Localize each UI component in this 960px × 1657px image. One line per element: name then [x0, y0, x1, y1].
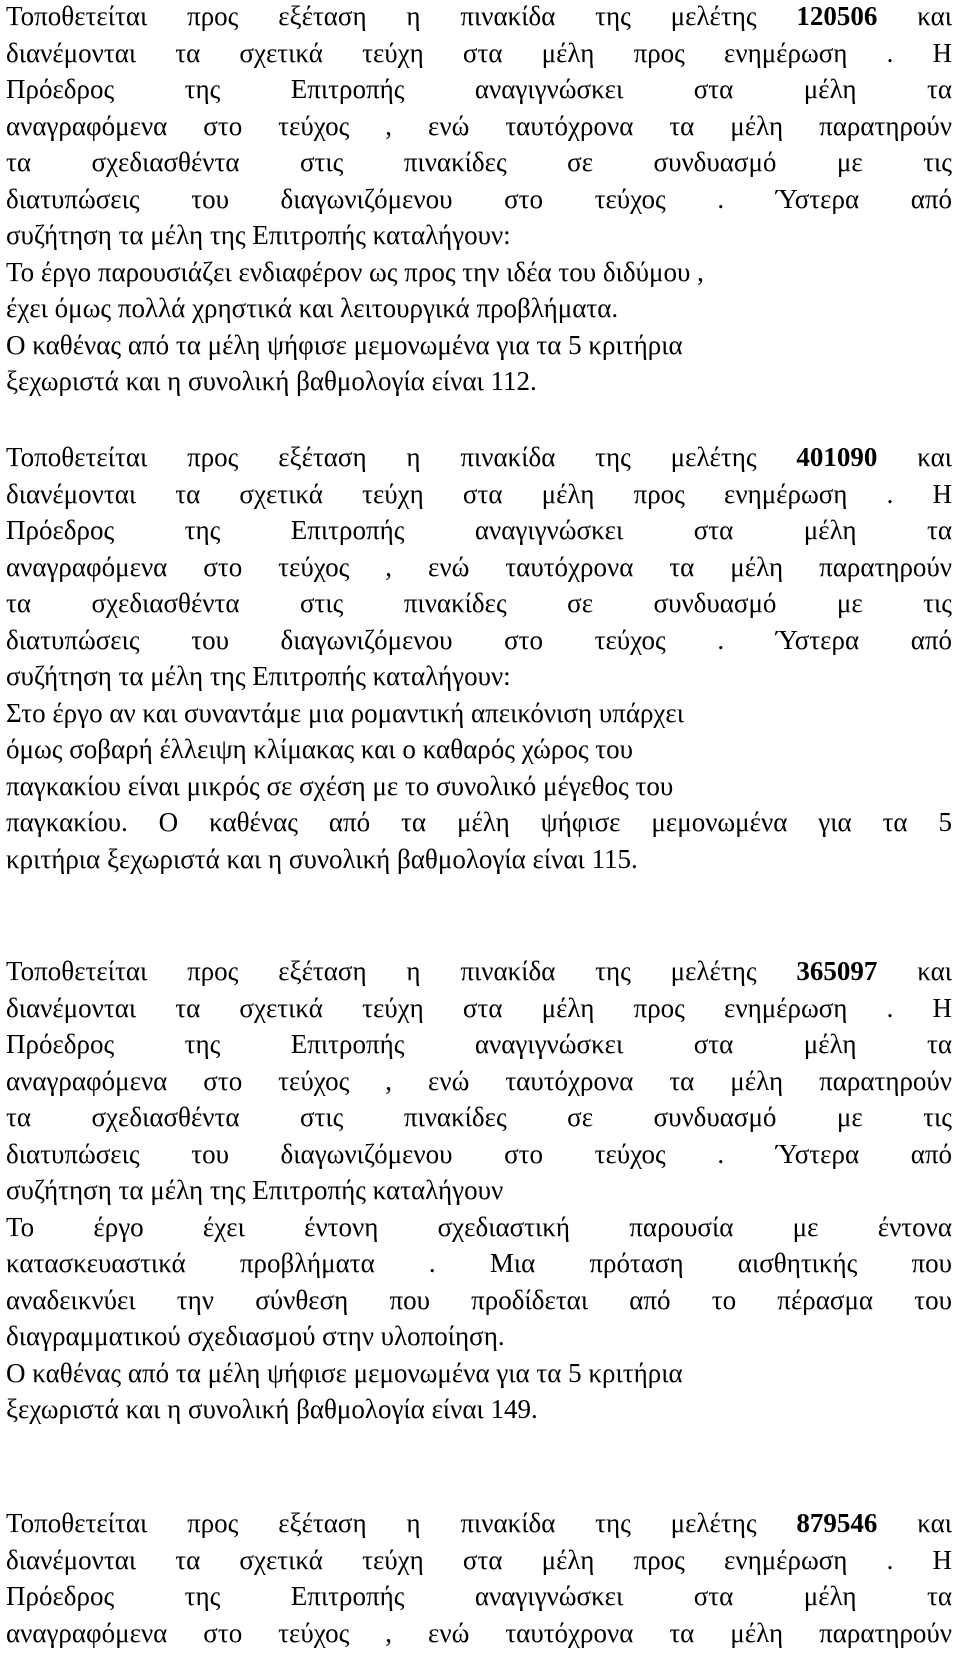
- text-line: διανέμονται τα σχετικά τεύχη στα μέλη προς ενημέρωση . Η: [6, 478, 952, 509]
- paragraph-3: [6, 953, 952, 1428]
- paragraph-4: [6, 1505, 952, 1651]
- line-text: Τοποθετείται προς εξέταση η πινακίδα της μελέτης: [6, 1, 797, 31]
- text-line: παγκακίου. Ο καθένας από τα μέλη ψήφισε μεμονωμένα για τα 5: [6, 807, 952, 837]
- line-text: Τοποθετείται προς εξέταση η πινακίδα της μελέτης: [6, 442, 797, 472]
- line-text: Τοποθετείται προς εξέταση η πινακίδα της μελέτης: [6, 956, 797, 986]
- paragraph-2: [6, 439, 952, 877]
- text-line: αναγραφόμενα στο τεύχος , ενώ ταυτόχρονα τα μέλη παρατηρούν: [6, 551, 952, 582]
- line-text: και: [877, 1508, 952, 1538]
- text-line: ξεχωριστά και η συνολική βαθμολογία είναι 112.: [6, 366, 537, 396]
- text-line: Πρόεδρος της Επιτροπής αναγιγνώσκει στα μέλη τα: [6, 1581, 952, 1611]
- text-line: Το έργο παρουσιάζει ενδιαφέρον ως προς την ιδέα του διδύμου ,: [6, 256, 704, 287]
- text-line: διατυπώσεις του διαγωνιζόμενου στο τεύχος . Ύστερα από: [6, 1138, 952, 1169]
- line-text: Τοποθετείται προς εξέταση η πινακίδα της μελέτης: [6, 1508, 797, 1538]
- project-code: 879546: [796, 1508, 878, 1538]
- text-line: διανέμονται τα σχετικά τεύχη στα μέλη προς ενημέρωση . Η: [6, 1544, 952, 1575]
- text-line: Το έργο έχει έντονη σχεδιαστική παρουσία με έντονα: [6, 1211, 952, 1242]
- text-line: [6, 0, 952, 35]
- text-line: Ο καθένας από τα μέλη ψήφισε μεμονωμένα για τα 5 κριτήρια: [6, 329, 683, 360]
- text-line: [6, 439, 952, 476]
- text-line: [6, 1505, 952, 1542]
- text-line: διανέμονται τα σχετικά τεύχη στα μέλη προς ενημέρωση . Η: [6, 37, 952, 68]
- text-line: Πρόεδρος της Επιτροπής αναγιγνώσκει στα μέλη τα: [6, 1029, 952, 1059]
- text-line: αναγραφόμενα στο τεύχος , ενώ ταυτόχρονα τα μέλη παρατηρούν: [6, 1065, 952, 1096]
- text-line: τα σχεδιασθέντα στις πινακίδες σε συνδυασμό με τις: [6, 1102, 952, 1132]
- text-line: διατυπώσεις του διαγωνιζόμενου στο τεύχος . Ύστερα από: [6, 624, 952, 655]
- paragraph-1: [6, 0, 952, 400]
- text-line: συζήτηση τα μέλη της Επιτροπής καταλήγουν:: [6, 661, 511, 691]
- text-line: διαγραμματικού σχεδιασμού στην υλοποίηση.: [6, 1321, 505, 1351]
- text-line: κατασκευαστικά προβλήματα . Μια πρόταση αισθητικής που: [6, 1248, 952, 1278]
- text-line: Πρόεδρος της Επιτροπής αναγιγνώσκει στα μέλη τα: [6, 515, 952, 545]
- line-text: και: [877, 956, 952, 986]
- text-line: όμως σοβαρή έλλειψη κλίμακας και ο καθαρός χώρος του: [6, 734, 633, 764]
- text-line: παγκακίου είναι μικρός σε σχέση με το συνολικό μέγεθος του: [6, 770, 674, 801]
- text-line: αναδεικνύει την σύνθεση που προδίδεται από το πέρασμα του: [6, 1284, 952, 1315]
- text-line: συζήτηση τα μέλη της Επιτροπής καταλήγουν:: [6, 220, 511, 250]
- text-line: συζήτηση τα μέλη της Επιτροπής καταλήγουν: [6, 1175, 504, 1205]
- project-code: 365097: [796, 956, 878, 986]
- text-line: κριτήρια ξεχωριστά και η συνολική βαθμολογία είναι 115.: [6, 843, 638, 874]
- project-code: 401090: [796, 442, 878, 472]
- project-code: 120506: [796, 1, 878, 31]
- text-line: αναγραφόμενα στο τεύχος , ενώ ταυτόχρονα τα μέλη παρατηρούν: [6, 110, 952, 141]
- text-line: Στο έργο αν και συναντάμε μια ρομαντική απεικόνιση υπάρχει: [6, 697, 685, 728]
- text-line: διατυπώσεις του διαγωνιζόμενου στο τεύχος . Ύστερα από: [6, 183, 952, 214]
- text-line: Πρόεδρος της Επιτροπής αναγιγνώσκει στα μέλη τα: [6, 74, 952, 104]
- line-text: και: [877, 442, 952, 472]
- text-line: αναγραφόμενα στο τεύχος , ενώ ταυτόχρονα τα μέλη παρατηρούν: [6, 1617, 952, 1648]
- text-line: [6, 953, 952, 990]
- line-text: και: [877, 1, 952, 31]
- text-line: Ο καθένας από τα μέλη ψήφισε μεμονωμένα για τα 5 κριτήρια: [6, 1357, 683, 1388]
- text-line: τα σχεδιασθέντα στις πινακίδες σε συνδυασμό με τις: [6, 147, 952, 177]
- text-line: τα σχεδιασθέντα στις πινακίδες σε συνδυασμό με τις: [6, 588, 952, 618]
- text-line: διανέμονται τα σχετικά τεύχη στα μέλη προς ενημέρωση . Η: [6, 992, 952, 1023]
- text-line: έχει όμως πολλά χρηστικά και λειτουργικά προβλήματα.: [6, 293, 619, 323]
- text-line: ξεχωριστά και η συνολική βαθμολογία είναι 149.: [6, 1394, 538, 1424]
